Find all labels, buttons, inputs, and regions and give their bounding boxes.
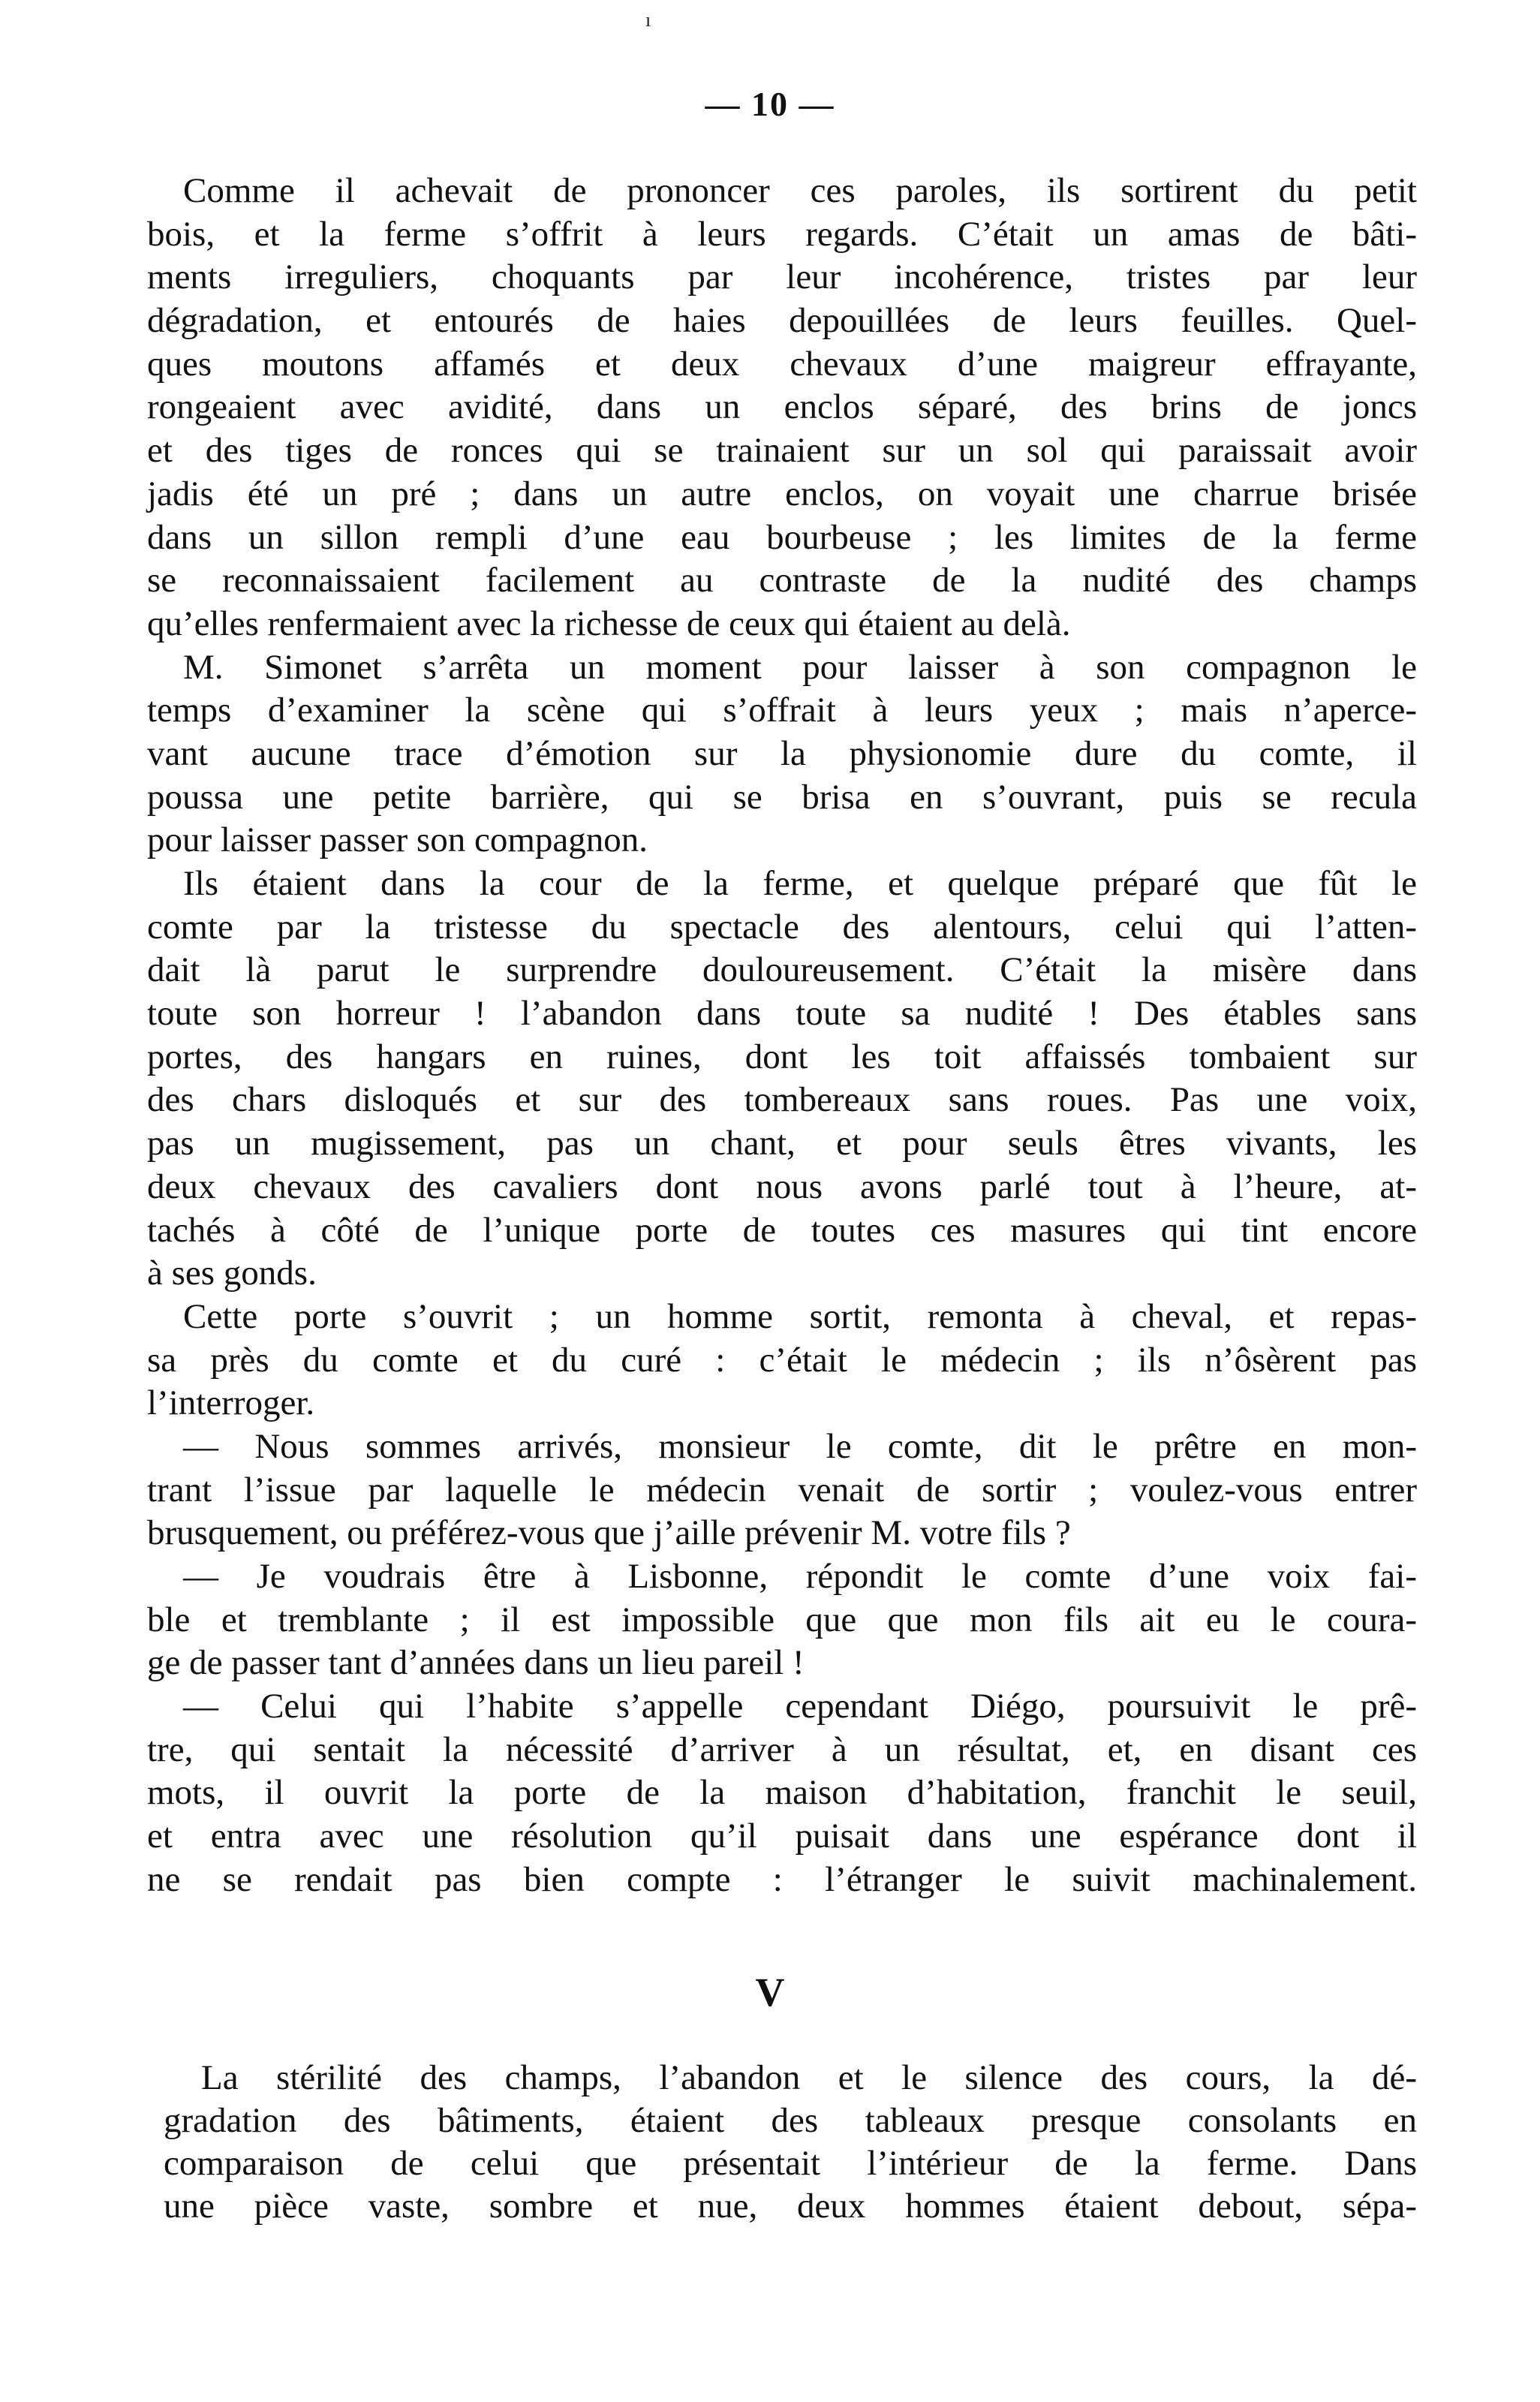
- text-line: toute son horreur ! l’abandon dans toute sa nudité ! Des étables sans: [147, 994, 1417, 1034]
- text-line: ques moutons affamés et deux chevaux d’une maigreur effrayante,: [147, 344, 1417, 384]
- text-line: bois, et la ferme s’offrit à leurs regards. C’était un amas de bâti-: [147, 214, 1417, 254]
- text-line: vant aucune trace d’émotion sur la physionomie dure du comte, il: [147, 733, 1417, 773]
- text-line: — Je voudrais être à Lisbonne, répondit le comte d’une voix fai-: [183, 1557, 1417, 1596]
- text-line: pas un mugissement, pas un chant, et pour seuls êtres vivants, les: [147, 1124, 1417, 1163]
- text-line: jadis été un pré ; dans un autre enclos, on voyait une charrue brisée: [147, 474, 1417, 513]
- text-line: ge de passer tant d’années dans un lieu pareil !: [147, 1643, 805, 1683]
- text-line: et entra avec une résolution qu’il puisait dans une espérance dont il: [147, 1817, 1417, 1856]
- text-line: deux chevaux des cavaliers dont nous avons parlé tout à l’heure, at-: [147, 1166, 1417, 1206]
- text-line: dans un sillon rempli d’une eau bourbeuse ; les limites de la ferme: [147, 517, 1417, 557]
- text-line: tre, qui sentait la nécessité d’arriver à un résultat, et, en disant ces: [147, 1729, 1417, 1769]
- text-line: brusquement, ou préférez-vous que j’aille prévenir M. votre fils ?: [147, 1513, 1071, 1553]
- section-text-block: [164, 2057, 1417, 2228]
- stray-ink-mark: ı: [645, 9, 651, 31]
- page-number: — 10 —: [705, 85, 835, 123]
- text-line: M. Simonet s’arrêta un moment pour laisser à son compagnon le: [183, 647, 1417, 687]
- text-line: l’interroger.: [147, 1383, 315, 1423]
- text-line: une pièce vaste, sombre et nue, deux hommes étaient debout, sépa-: [164, 2187, 1417, 2226]
- text-line: dégradation, et entourés de haies depouillées de leurs feuilles. Quel-: [147, 301, 1417, 341]
- text-line: Ils étaient dans la cour de la ferme, et quelque préparé que fût le: [183, 864, 1417, 903]
- chapter-text-block: [147, 170, 1417, 1902]
- text-line: qu’elles renfermaient avec la richesse de ceux qui étaient au delà.: [147, 604, 1071, 643]
- text-line: temps d’examiner la scène qui s’offrait à leurs yeux ; mais n’aperce-: [147, 691, 1417, 730]
- text-line: et des tiges de ronces qui se trainaient sur un sol qui paraissait avoir: [147, 431, 1417, 471]
- text-line: dait là parut le surprendre douloureusement. C’était la misère dans: [147, 950, 1417, 990]
- text-line: ble et tremblante ; il est impossible que que mon fils ait eu le coura-: [147, 1600, 1417, 1639]
- text-line: gradation des bâtiments, étaient des tableaux presque consolants en: [164, 2101, 1417, 2140]
- text-line: — Nous sommes arrivés, monsieur le comte, dit le prêtre en mon-: [183, 1426, 1417, 1466]
- text-line: ments irreguliers, choquants par leur incohérence, tristes par leur: [147, 257, 1417, 297]
- text-line: La stérilité des champs, l’abandon et le silence des cours, la dé-: [201, 2058, 1417, 2097]
- text-line: pour laisser passer son compagnon.: [147, 820, 648, 860]
- text-line: sa près du comte et du curé : c’était le médecin ; ils n’ôsèrent pas: [147, 1340, 1417, 1380]
- text-line: se reconnaissaient facilement au contraste de la nudité des champs: [147, 561, 1417, 600]
- text-line: poussa une petite barrière, qui se brisa en s’ouvrant, puis se recula: [147, 777, 1417, 817]
- text-line: rongeaient avec avidité, dans un enclos séparé, des brins de joncs: [147, 387, 1417, 427]
- text-line: Cette porte s’ouvrit ; un homme sortit, remonta à cheval, et repas-: [183, 1296, 1417, 1336]
- text-line: portes, des hangars en ruines, dont les toit affaissés tombaient sur: [147, 1037, 1417, 1076]
- text-line: tachés à côté de l’unique porte de toutes ces masures qui tint encore: [147, 1210, 1417, 1250]
- text-line: ne se rendait pas bien compte : l’étranger le suivit machinalement.: [147, 1859, 1417, 1899]
- text-line: trant l’issue par laquelle le médecin venait de sortir ; voulez-vous entrer: [147, 1470, 1417, 1510]
- text-line: mots, il ouvrit la porte de la maison d’habitation, franchit le seuil,: [147, 1773, 1417, 1813]
- text-line: Comme il achevait de prononcer ces paroles, ils sortirent du petit: [183, 171, 1417, 210]
- text-line: comte par la tristesse du spectacle des alentours, celui qui l’atten-: [147, 907, 1417, 947]
- text-line: comparaison de celui que présentait l’intérieur de la ferme. Dans: [164, 2144, 1417, 2183]
- text-line: des chars disloqués et sur des tombereaux sans roues. Pas une voix,: [147, 1080, 1417, 1120]
- section-heading: V: [755, 1970, 785, 2015]
- text-line: — Celui qui l’habite s’appelle cependant Diégo, poursuivit le prê-: [183, 1687, 1417, 1726]
- text-line: à ses gonds.: [147, 1254, 317, 1293]
